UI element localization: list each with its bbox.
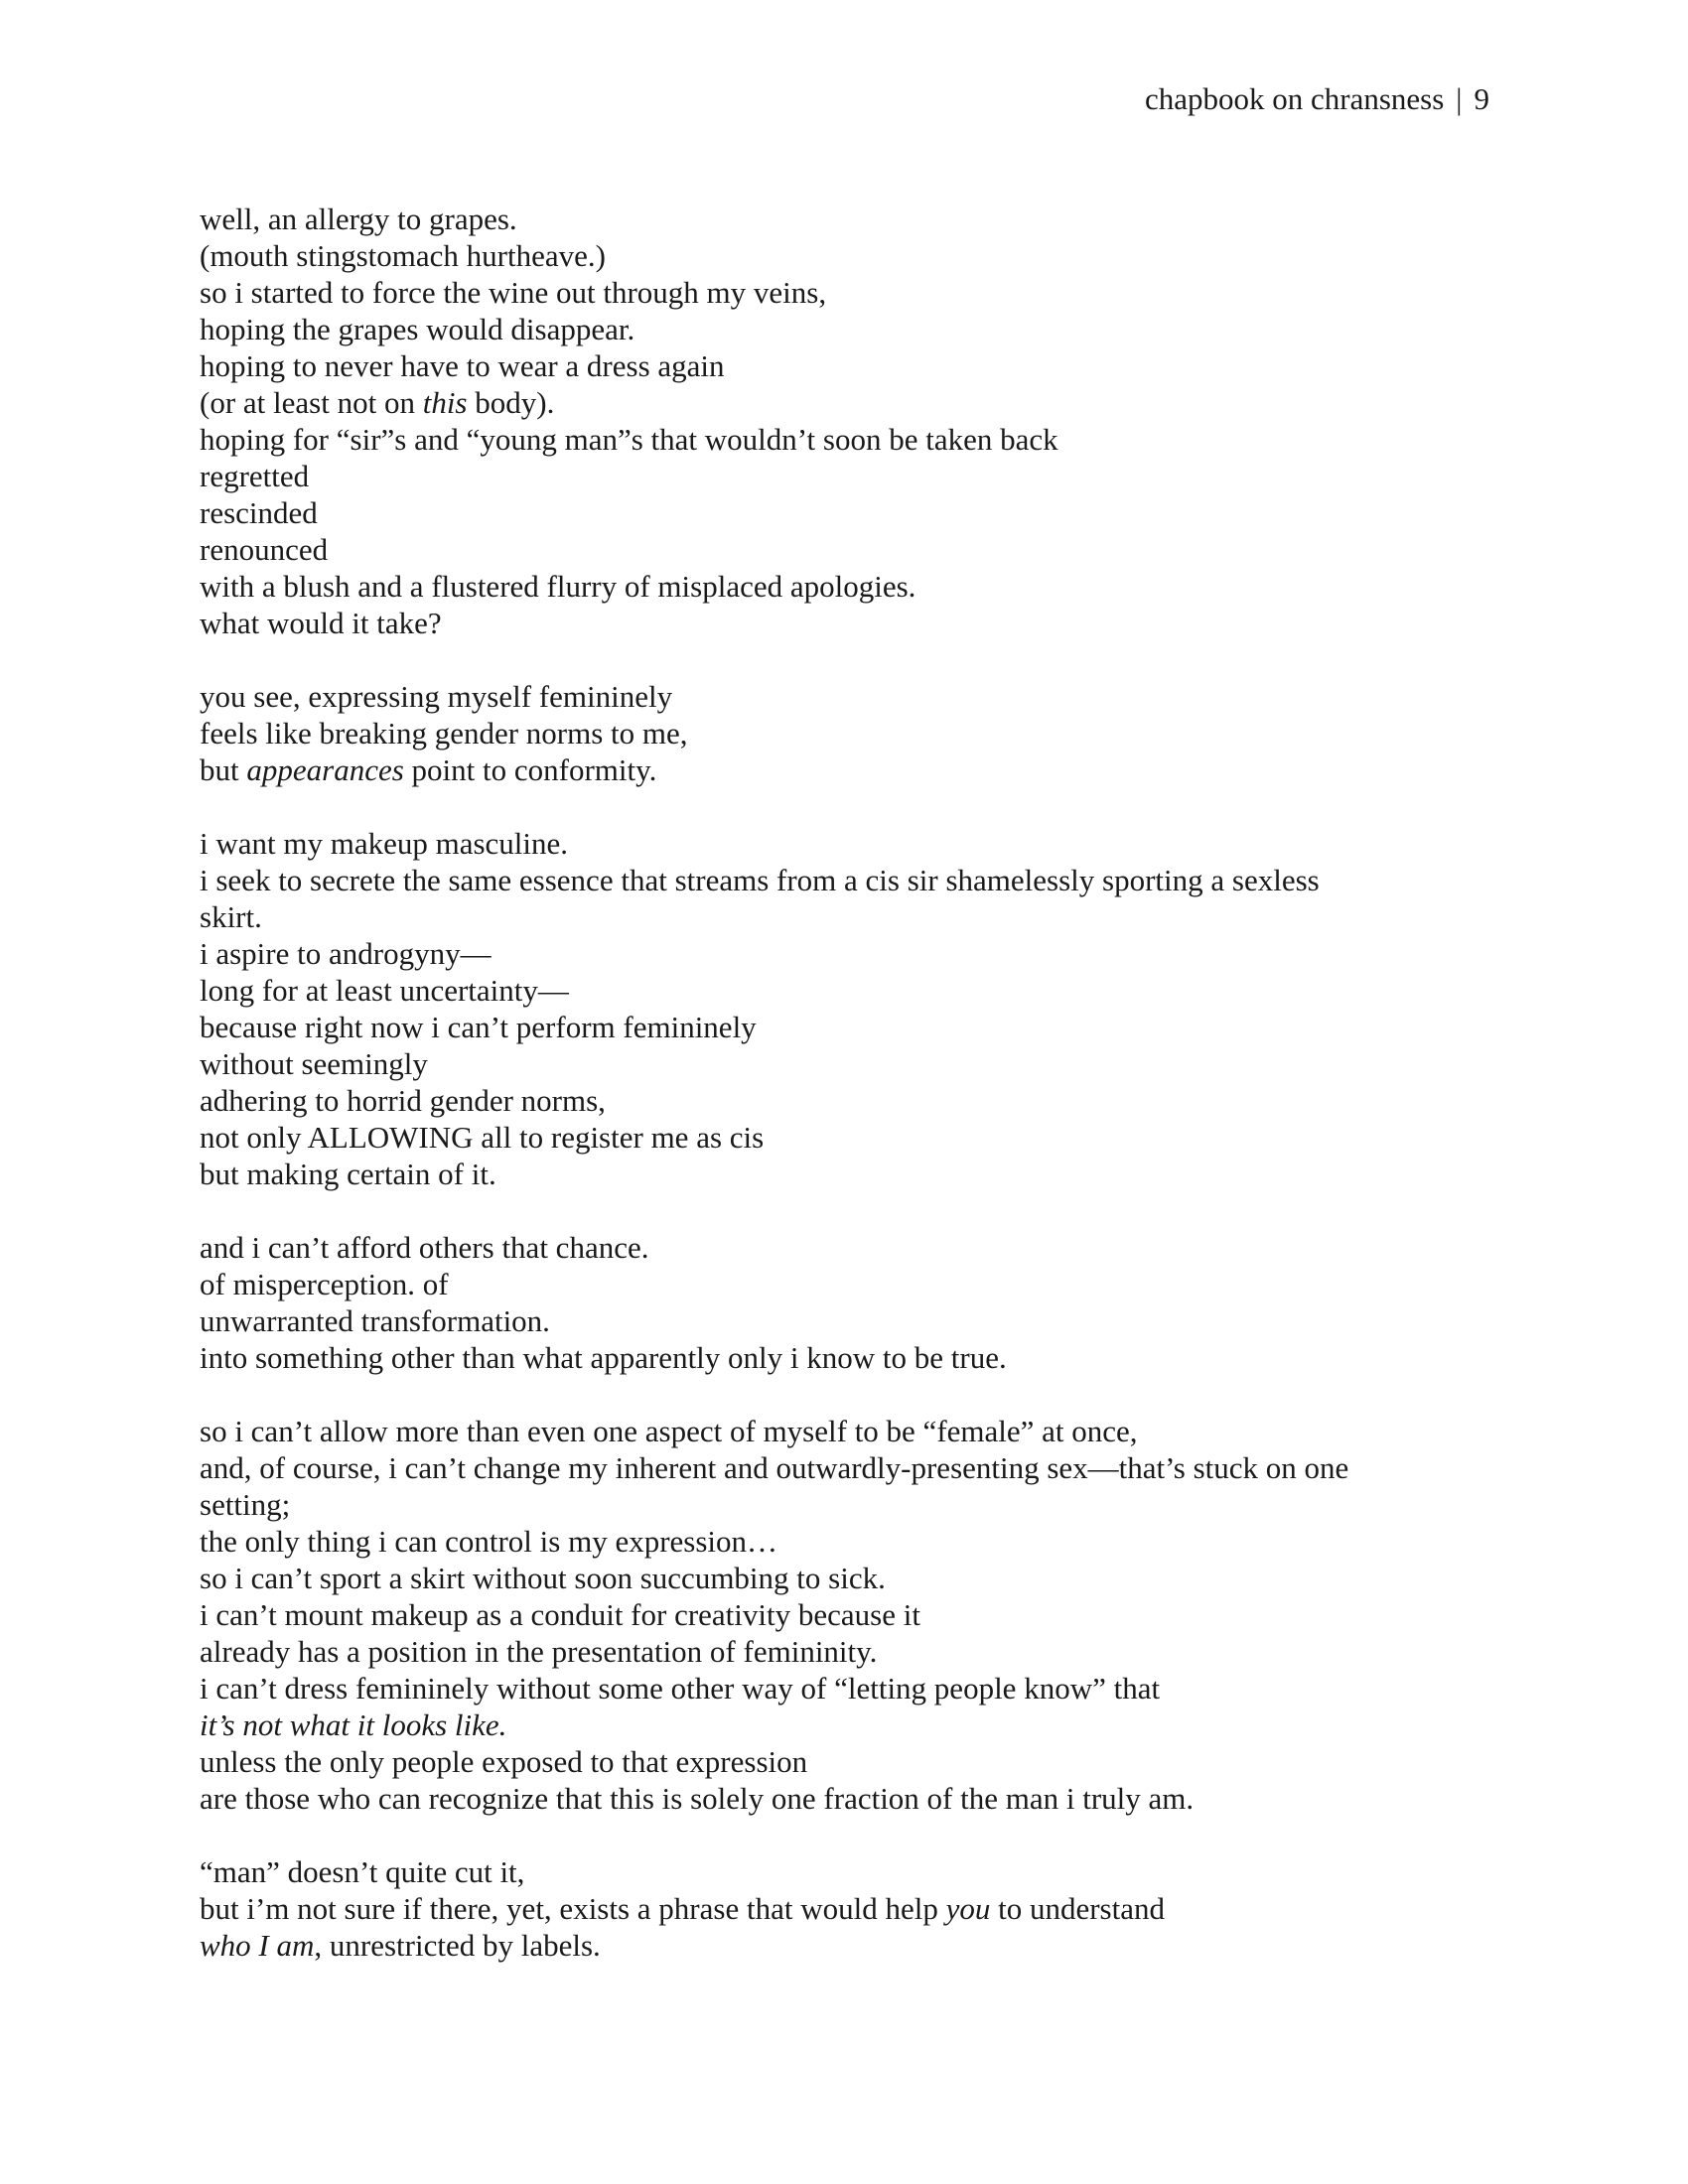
poem-line (200, 751, 1490, 788)
line-text: without seemingly (200, 1046, 428, 1081)
poem-line (200, 1449, 1490, 1486)
line-text: hoping the grapes would disappear. (200, 312, 635, 346)
line-text: renounced (200, 532, 329, 567)
poem-line (200, 1045, 1490, 1082)
poem-line (200, 1339, 1490, 1376)
line-text: so i can’t allow more than even one aspect of myself to be “female” at once, (200, 1414, 1138, 1448)
line-text: not only ALLOWING all to register me as cis (200, 1120, 765, 1155)
line-text: regretted (200, 459, 310, 493)
line-text: but making certain of it. (200, 1157, 496, 1191)
line-text: i want my makeup masculine. (200, 826, 569, 861)
stanza (200, 1413, 1490, 1817)
line-text: body). (467, 385, 555, 420)
line-text: of misperception. of (200, 1267, 449, 1301)
running-header (1145, 79, 1489, 119)
poem-line (200, 935, 1490, 972)
poem-line (200, 1633, 1490, 1670)
poem-line (200, 201, 1490, 237)
line-text: rescinded (200, 495, 318, 530)
poem-line (200, 1082, 1490, 1119)
stanza (200, 825, 1490, 1192)
poem-line (200, 1413, 1490, 1449)
poem-line (200, 458, 1490, 494)
stanza (200, 678, 1490, 788)
poem-line (200, 384, 1490, 421)
line-text: (mouth stingstomach hurtheave.) (200, 238, 606, 273)
poem-line (200, 1560, 1490, 1596)
line-text: well, an allergy to grapes. (200, 202, 517, 236)
poem-line (200, 494, 1490, 531)
line-text: the only thing i can control is my expression… (200, 1524, 778, 1559)
poem-line (200, 311, 1490, 347)
stanza (200, 201, 1490, 641)
poem-line (200, 1119, 1490, 1156)
line-text: i aspire to androgyny— (200, 936, 492, 971)
poem-line (200, 1706, 1490, 1743)
stanza (200, 1853, 1490, 1964)
poem-line (200, 1743, 1490, 1780)
line-text: into something other than what apparently only i know to be true. (200, 1340, 1007, 1375)
poem-body (200, 201, 1490, 1964)
poem-line (200, 1156, 1490, 1192)
poem-line (200, 568, 1490, 605)
poem-line (200, 1302, 1490, 1339)
stanza (200, 1229, 1490, 1376)
line-text: hoping for “sir”s and “young man”s that wouldn’t soon be taken back (200, 422, 1058, 457)
italic-text: you (945, 1891, 991, 1926)
poem-line (200, 1780, 1490, 1817)
poem-line (200, 715, 1490, 751)
line-text: unwarranted transformation. (200, 1303, 550, 1338)
poem-line (200, 1670, 1490, 1706)
line-text: feels like breaking gender norms to me, (200, 716, 688, 751)
line-text: because right now i can’t perform femininely (200, 1010, 757, 1044)
line-text: are those who can recognize that this is solely one fraction of the man i truly am. (200, 1781, 1195, 1816)
poem-line (200, 1266, 1490, 1302)
line-text: already has a position in the presentation of femininity. (200, 1634, 878, 1669)
line-text: unless the only people exposed to that expression (200, 1744, 808, 1779)
italic-text: this (422, 385, 468, 420)
poem-line (200, 825, 1490, 862)
line-text: with a blush and a flustered flurry of misplaced apologies. (200, 569, 916, 604)
line-text: hoping to never have to wear a dress again (200, 348, 725, 383)
poem-line (200, 678, 1490, 715)
poem-line (200, 1596, 1490, 1633)
poem-line (200, 1853, 1490, 1890)
line-text: (or at least not on (200, 385, 423, 420)
poem-line (200, 862, 1490, 898)
italic-text: appearances (246, 752, 404, 787)
line-text: and, of course, i can’t change my inherent and outwardly-presenting sex—that’s stuck on one (200, 1450, 1349, 1485)
line-text: you see, expressing myself femininely (200, 679, 673, 714)
line-text: to understand (990, 1891, 1165, 1926)
poem-line (200, 972, 1490, 1009)
line-text: and i can’t afford others that chance. (200, 1230, 649, 1265)
line-text: what would it take? (200, 606, 442, 640)
line-text: skirt. (200, 899, 262, 934)
line-text: , unrestricted by labels. (314, 1928, 601, 1963)
page-number: 9 (1474, 81, 1489, 116)
italic-text: it’s not what it looks like. (200, 1707, 507, 1742)
book-title: chapbook on chransness (1144, 81, 1445, 116)
poem-line (200, 898, 1490, 935)
line-text: long for at least uncertainty— (200, 973, 569, 1008)
poem-line (200, 1890, 1490, 1927)
line-text: setting; (200, 1487, 291, 1522)
poem-line (200, 1927, 1490, 1964)
line-text: i can’t dress femininely without some other way of “letting people know” that (200, 1671, 1161, 1706)
line-text: but (200, 752, 247, 787)
line-text: so i can’t sport a skirt without soon succumbing to sick. (200, 1561, 886, 1595)
italic-text: who I am (200, 1928, 315, 1963)
header-separator: | (1456, 81, 1463, 116)
poem-line (200, 421, 1490, 458)
line-text: but i’m not sure if there, yet, exists a phrase that would help (200, 1891, 946, 1926)
poem-line (200, 274, 1490, 311)
line-text: i can’t mount makeup as a conduit for creativity because it (200, 1597, 920, 1632)
line-text: “man” doesn’t quite cut it, (200, 1854, 525, 1889)
line-text: i seek to secrete the same essence that streams from a cis sir shamelessly sporting a sexless (200, 863, 1320, 897)
poem-line (200, 605, 1490, 641)
line-text: adhering to horrid gender norms, (200, 1083, 606, 1118)
poem-line (200, 1009, 1490, 1045)
poem-line (200, 1486, 1490, 1523)
line-text: point to conformity. (403, 752, 657, 787)
poem-line (200, 237, 1490, 274)
poem-line (200, 347, 1490, 384)
poem-line (200, 531, 1490, 568)
poem-line (200, 1523, 1490, 1560)
poem-line (200, 1229, 1490, 1266)
line-text: so i started to force the wine out through my veins, (200, 275, 827, 310)
